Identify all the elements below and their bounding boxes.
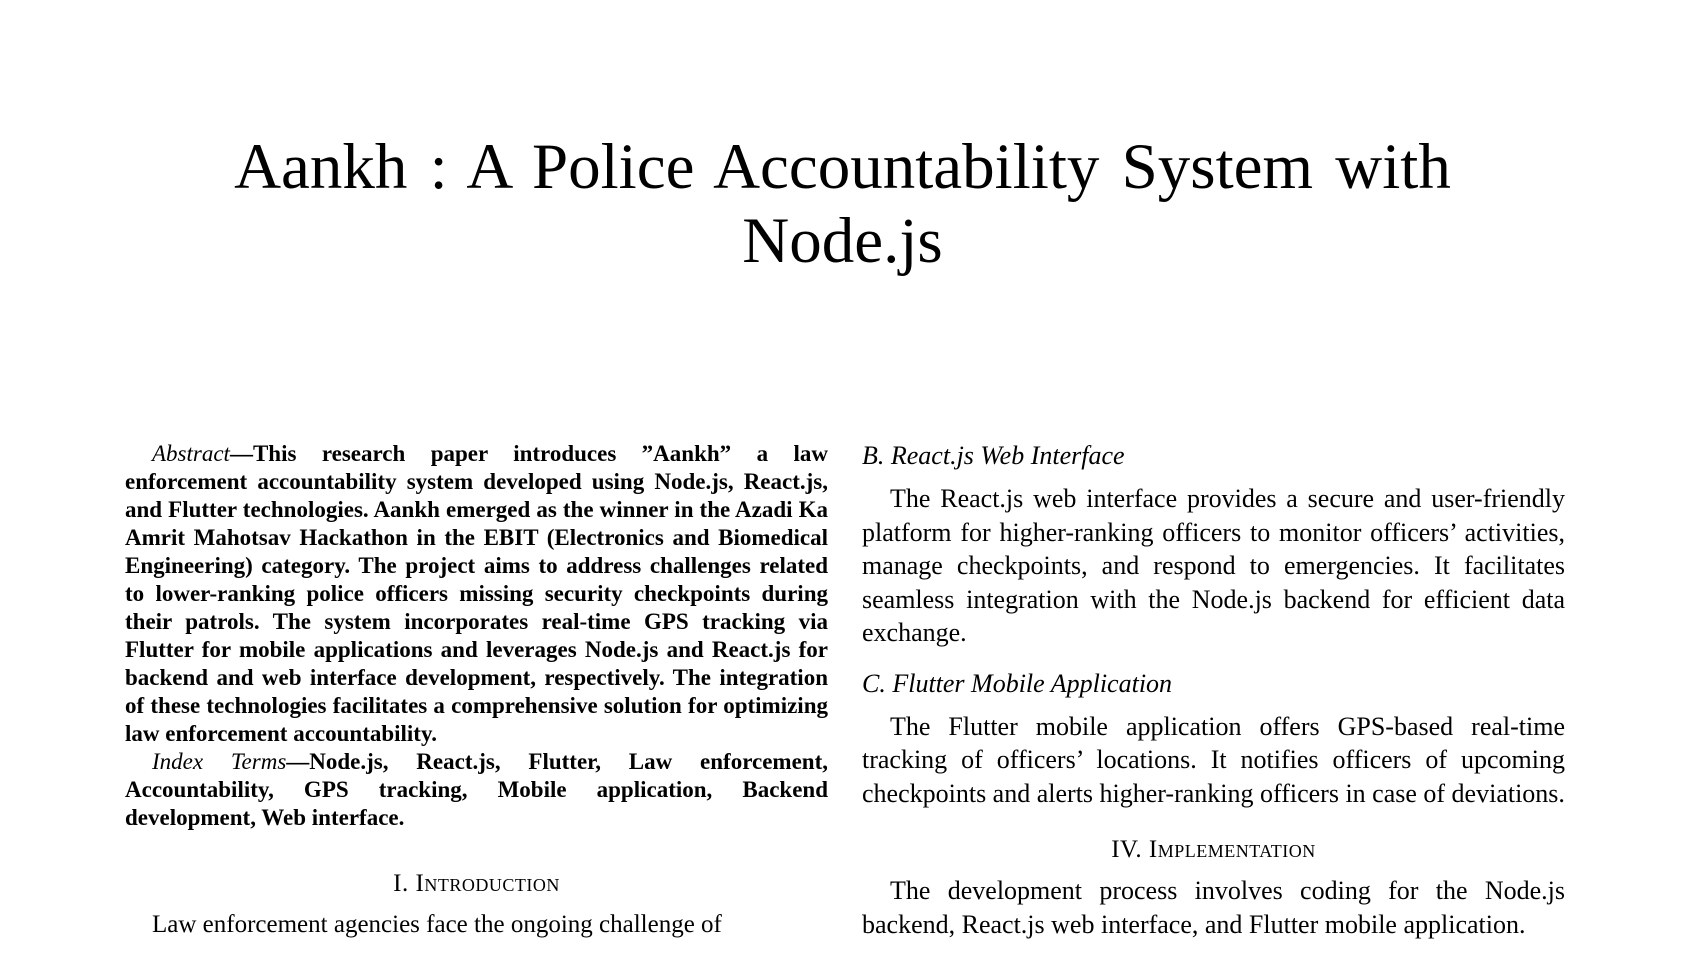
- abstract-label: Abstract: [152, 441, 230, 466]
- implementation-heading: IV. Implementation: [1111, 836, 1316, 863]
- subsection-b-heading: B. React.js Web Interface: [862, 441, 1125, 470]
- abstract-paragraph: [125, 440, 828, 748]
- index-terms-text: —Node.js, React.js, Flutter, Law enforcement, Accountability, GPS tracking, Mobile application, Backend development, Web interface.: [125, 749, 828, 830]
- introduction-text: Law enforcement agencies face the ongoing challenge of: [152, 911, 722, 938]
- right-column: [862, 440, 1565, 941]
- left-column: [125, 440, 828, 941]
- paper-title-line-1: Aankh : A Police Accountability System with: [234, 131, 1451, 203]
- abstract-text: —This research paper introduces ”Aankh” a law enforcement accountability system developed using Node.js, React.js, and Flutter technologies. Aankh emerged as the winner in the Azadi Ka Amrit Mahotsav Hackathon in the EBIT (Electronics and Biomedical Engineering) category. The project aims to address challenges related to lower-ranking police officers missing security checkpoints during their patrols. The system incorporates real-time GPS tracking via Flutter for mobile applications and leverages Node.js and React.js for backend and web interface development, respectively. The integration of these technologies facilitates a comprehensive solution for optimizing law enforcement accountability.: [125, 441, 828, 746]
- implementation-text: The development process involves coding for the Node.js backend, React.js web interface, and Flutter mobile application.: [862, 876, 1565, 939]
- paper-title-line-2: Node.js: [742, 205, 943, 277]
- subsection-c-heading: C. Flutter Mobile Application: [862, 668, 1173, 698]
- index-terms-label: Index Terms: [152, 749, 287, 774]
- index-terms-paragraph: [125, 748, 828, 832]
- subsection-b-text: The React.js web interface provides a secure and user-friendly platform for higher-ranking officers to monitor officers’ activities, manage checkpoints, and respond to emergencies. It facilitates seamless integration with the Node.js backend for efficient data exchange.: [862, 484, 1565, 647]
- paper-title: [0, 130, 1685, 278]
- subsection-c-text: The Flutter mobile application offers GPS-based real-time tracking of officers’ locations. It notifies officers of upcoming checkpoints and alerts higher-ranking officers in case of deviations.: [862, 711, 1565, 808]
- introduction-heading: I. Introduction: [393, 870, 560, 897]
